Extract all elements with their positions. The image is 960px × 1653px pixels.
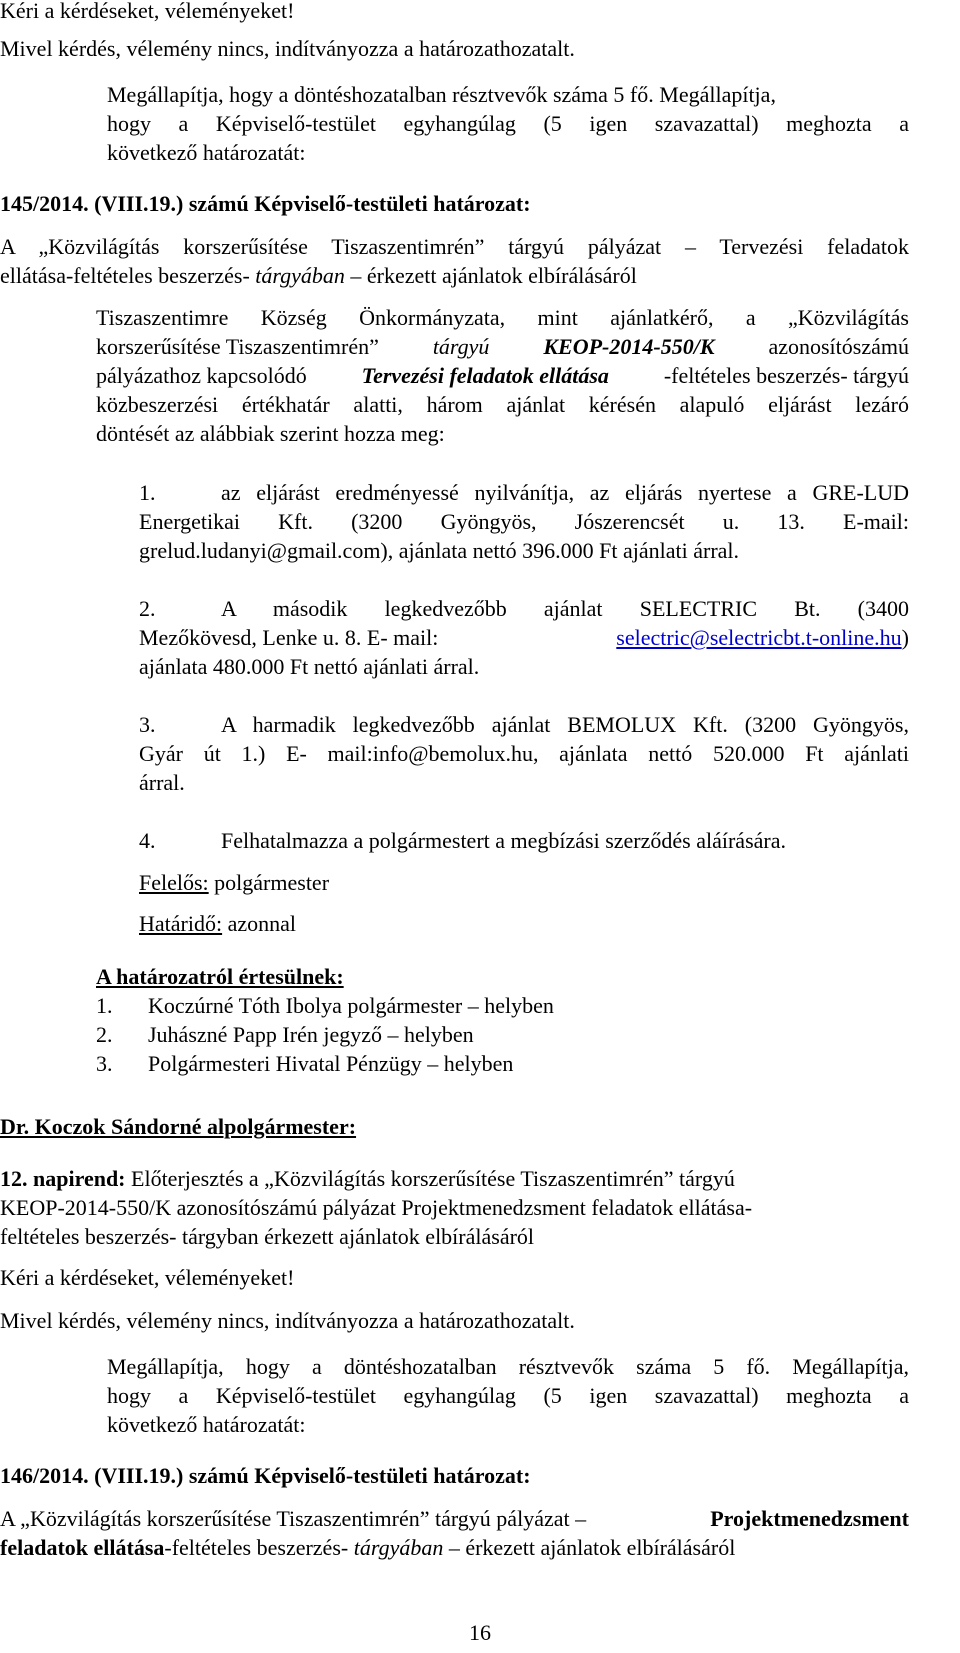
- quorum-line-1: [107, 80, 909, 109]
- no-questions-text-2: Mivel kérdés, vélemény nincs, indítványozza a határozathozatalt.: [0, 1308, 575, 1333]
- subject-2-part-b: tárgyában: [255, 263, 345, 288]
- decision-3-c: -feltételes beszerzés- tárgyú: [663, 363, 909, 388]
- item-3-line-3: árral.: [139, 770, 185, 795]
- item-3-line-1: A harmadik legkedvezőbb ajánlat BEMOLUX Kft. (3200 Gyöngyös,: [221, 712, 909, 737]
- selectric-email-link[interactable]: selectric@selectricbt.t-online.hu: [616, 625, 902, 650]
- resolution-146-title: 146/2014. (VIII.19.) számú Képviselő-testületi határozat:: [0, 1463, 531, 1488]
- responsible-label: Felelős:: [139, 870, 209, 895]
- quorum-2-line-3: következő határozatát:: [107, 1412, 306, 1437]
- item-1-number: 1.: [139, 480, 156, 505]
- decision-line-5: döntését az alábbiak szerint hozza meg:: [96, 421, 445, 446]
- notified-title: A határozatról értesülnek:: [96, 964, 344, 989]
- item-2-address: Mezőkövesd, Lenke u. 8. E- mail:: [139, 625, 439, 650]
- ask-questions-text-2: Kéri a kérdéseket, véleményeket!: [0, 1265, 295, 1290]
- decision-line-1: Tiszaszentimre Község Önkormányzata, mint ajánlatkérő, a „Közvilágítás: [96, 305, 909, 330]
- item-4-number: 4.: [139, 828, 156, 853]
- notified-number: 3.: [96, 1051, 113, 1076]
- res146-2-b: -feltételes beszerzés-: [164, 1535, 349, 1560]
- notified-number: 1.: [96, 993, 113, 1018]
- notified-text: Polgármesteri Hivatal Pénzügy – helyben: [148, 1051, 514, 1076]
- notified-item-1: [96, 991, 554, 1020]
- quorum-text-1: Megállapítja, hogy a döntéshozatalban résztvevők száma 5 fő. Megállapítja,: [107, 82, 776, 107]
- res146-1-b: Projektmenedzsment: [710, 1506, 909, 1531]
- res146-2-c: tárgyában: [353, 1535, 444, 1560]
- decision-line-4: közbeszerzési értékhatár alatti, három ajánlat kérésén alapuló eljárást lezáró: [96, 392, 909, 417]
- deadline-value: azonnal: [227, 911, 296, 936]
- decision-line-2: [96, 332, 909, 361]
- item-2-close-paren: ): [901, 625, 909, 650]
- decision-2-d: azonosítószámú: [768, 334, 909, 359]
- quorum-2-line-2: hogy a Képviselő-testület egyhangúlag (5 igen szavazattal) meghozta a: [107, 1383, 909, 1408]
- notified-item-3: [96, 1049, 513, 1078]
- decision-2-a: korszerűsítése Tiszaszentimrén”: [96, 334, 379, 359]
- item-2-line-1: A második legkedvezőbb ajánlat SELECTRIC Bt. (3400: [221, 596, 909, 621]
- notified-text: Juhászné Papp Irén jegyző – helyben: [148, 1022, 474, 1047]
- resolution-146-line-2: [0, 1533, 735, 1562]
- item-2-line-2: [139, 623, 909, 652]
- decision-2-c: KEOP-2014-550/K: [543, 334, 715, 359]
- resolution-145-title: 145/2014. (VIII.19.) számú Képviselő-testületi határozat:: [0, 191, 531, 216]
- res146-1-a: A „Közvilágítás korszerűsítése Tiszaszentimrén” tárgyú pályázat –: [0, 1506, 587, 1531]
- notified-number: 2.: [96, 1022, 113, 1047]
- quorum-line-3: következő határozatát:: [107, 140, 306, 165]
- item-1-line-2: Energetikai Kft. (3200 Gyöngyös, Jószerencsét u. 13. E-mail:: [139, 509, 909, 534]
- deadline-line: [139, 909, 296, 938]
- item-4-line-1: Felhatalmazza a polgármestert a megbízási szerződés aláírására.: [221, 828, 786, 853]
- resolution-145-subject-2: [0, 261, 637, 290]
- page-number: 16: [469, 1620, 491, 1645]
- responsible-line: [139, 868, 329, 897]
- res146-2-d: – érkezett ajánlatok elbírálásáról: [448, 1535, 736, 1560]
- quorum-line-2: hogy a Képviselő-testület egyhangúlag (5 igen szavazattal) meghozta a: [107, 111, 909, 136]
- decision-3-b: Tervezési feladatok ellátása: [361, 363, 609, 388]
- item-1-line-3: grelud.ludanyi@gmail.com), ajánlata nettó 396.000 Ft ajánlati árral.: [139, 538, 740, 563]
- item-2-number: 2.: [139, 596, 156, 621]
- item-3-line-2: Gyár út 1.) E- mail:info@bemolux.hu, ajánlata nettó 520.000 Ft ajánlati: [139, 741, 909, 766]
- subject-2-part-c: – érkezett ajánlatok elbírálásáról: [350, 263, 637, 288]
- deadline-label: Határidő:: [139, 911, 223, 936]
- resolution-146-line-1: [0, 1504, 909, 1533]
- agenda-label: 12. napirend:: [0, 1166, 126, 1191]
- ask-questions-text: Kéri a kérdéseket, véleményeket!: [0, 0, 295, 23]
- quorum-2-line-1: Megállapítja, hogy a döntéshozatalban résztvevők száma 5 fő. Megállapítja,: [107, 1354, 909, 1379]
- speaker-heading: Dr. Koczok Sándorné alpolgármester:: [0, 1114, 357, 1139]
- item-1-line-1: az eljárást eredményessé nyilvánítja, az eljárás nyertese a GRE-LUD: [221, 480, 909, 505]
- no-questions-text: Mivel kérdés, vélemény nincs, indítványozza a határozathozatalt.: [0, 36, 575, 61]
- agenda-line-1: [0, 1164, 735, 1193]
- resolution-145-subject-1: A „Közvilágítás korszerűsítése Tiszaszentimrén” tárgyú pályázat – Tervezési feladatok: [0, 234, 909, 259]
- responsible-value: polgármester: [214, 870, 330, 895]
- agenda-text-1: Előterjesztés a „Közvilágítás korszerűsítése Tiszaszentimrén” tárgyú: [131, 1166, 735, 1191]
- item-3-number: 3.: [139, 712, 156, 737]
- notified-text: Koczúrné Tóth Ibolya polgármester – helyben: [148, 993, 554, 1018]
- decision-3-a: pályázathoz kapcsolódó: [96, 363, 307, 388]
- decision-2-b: tárgyú: [432, 334, 490, 359]
- item-2-line-3: ajánlata 480.000 Ft nettó ajánlati árral.: [139, 654, 480, 679]
- agenda-line-3: feltételes beszerzés- tárgyban érkezett ajánlatok elbírálásáról: [0, 1224, 535, 1249]
- agenda-line-2: KEOP-2014-550/K azonosítószámú pályázat Projektmenedzsment feladatok ellátása-: [0, 1195, 753, 1220]
- subject-2-part-a: ellátása-feltételes beszerzés-: [0, 263, 250, 288]
- decision-line-3: [96, 361, 909, 390]
- notified-item-2: [96, 1020, 474, 1049]
- res146-2-a: feladatok ellátása: [0, 1535, 165, 1560]
